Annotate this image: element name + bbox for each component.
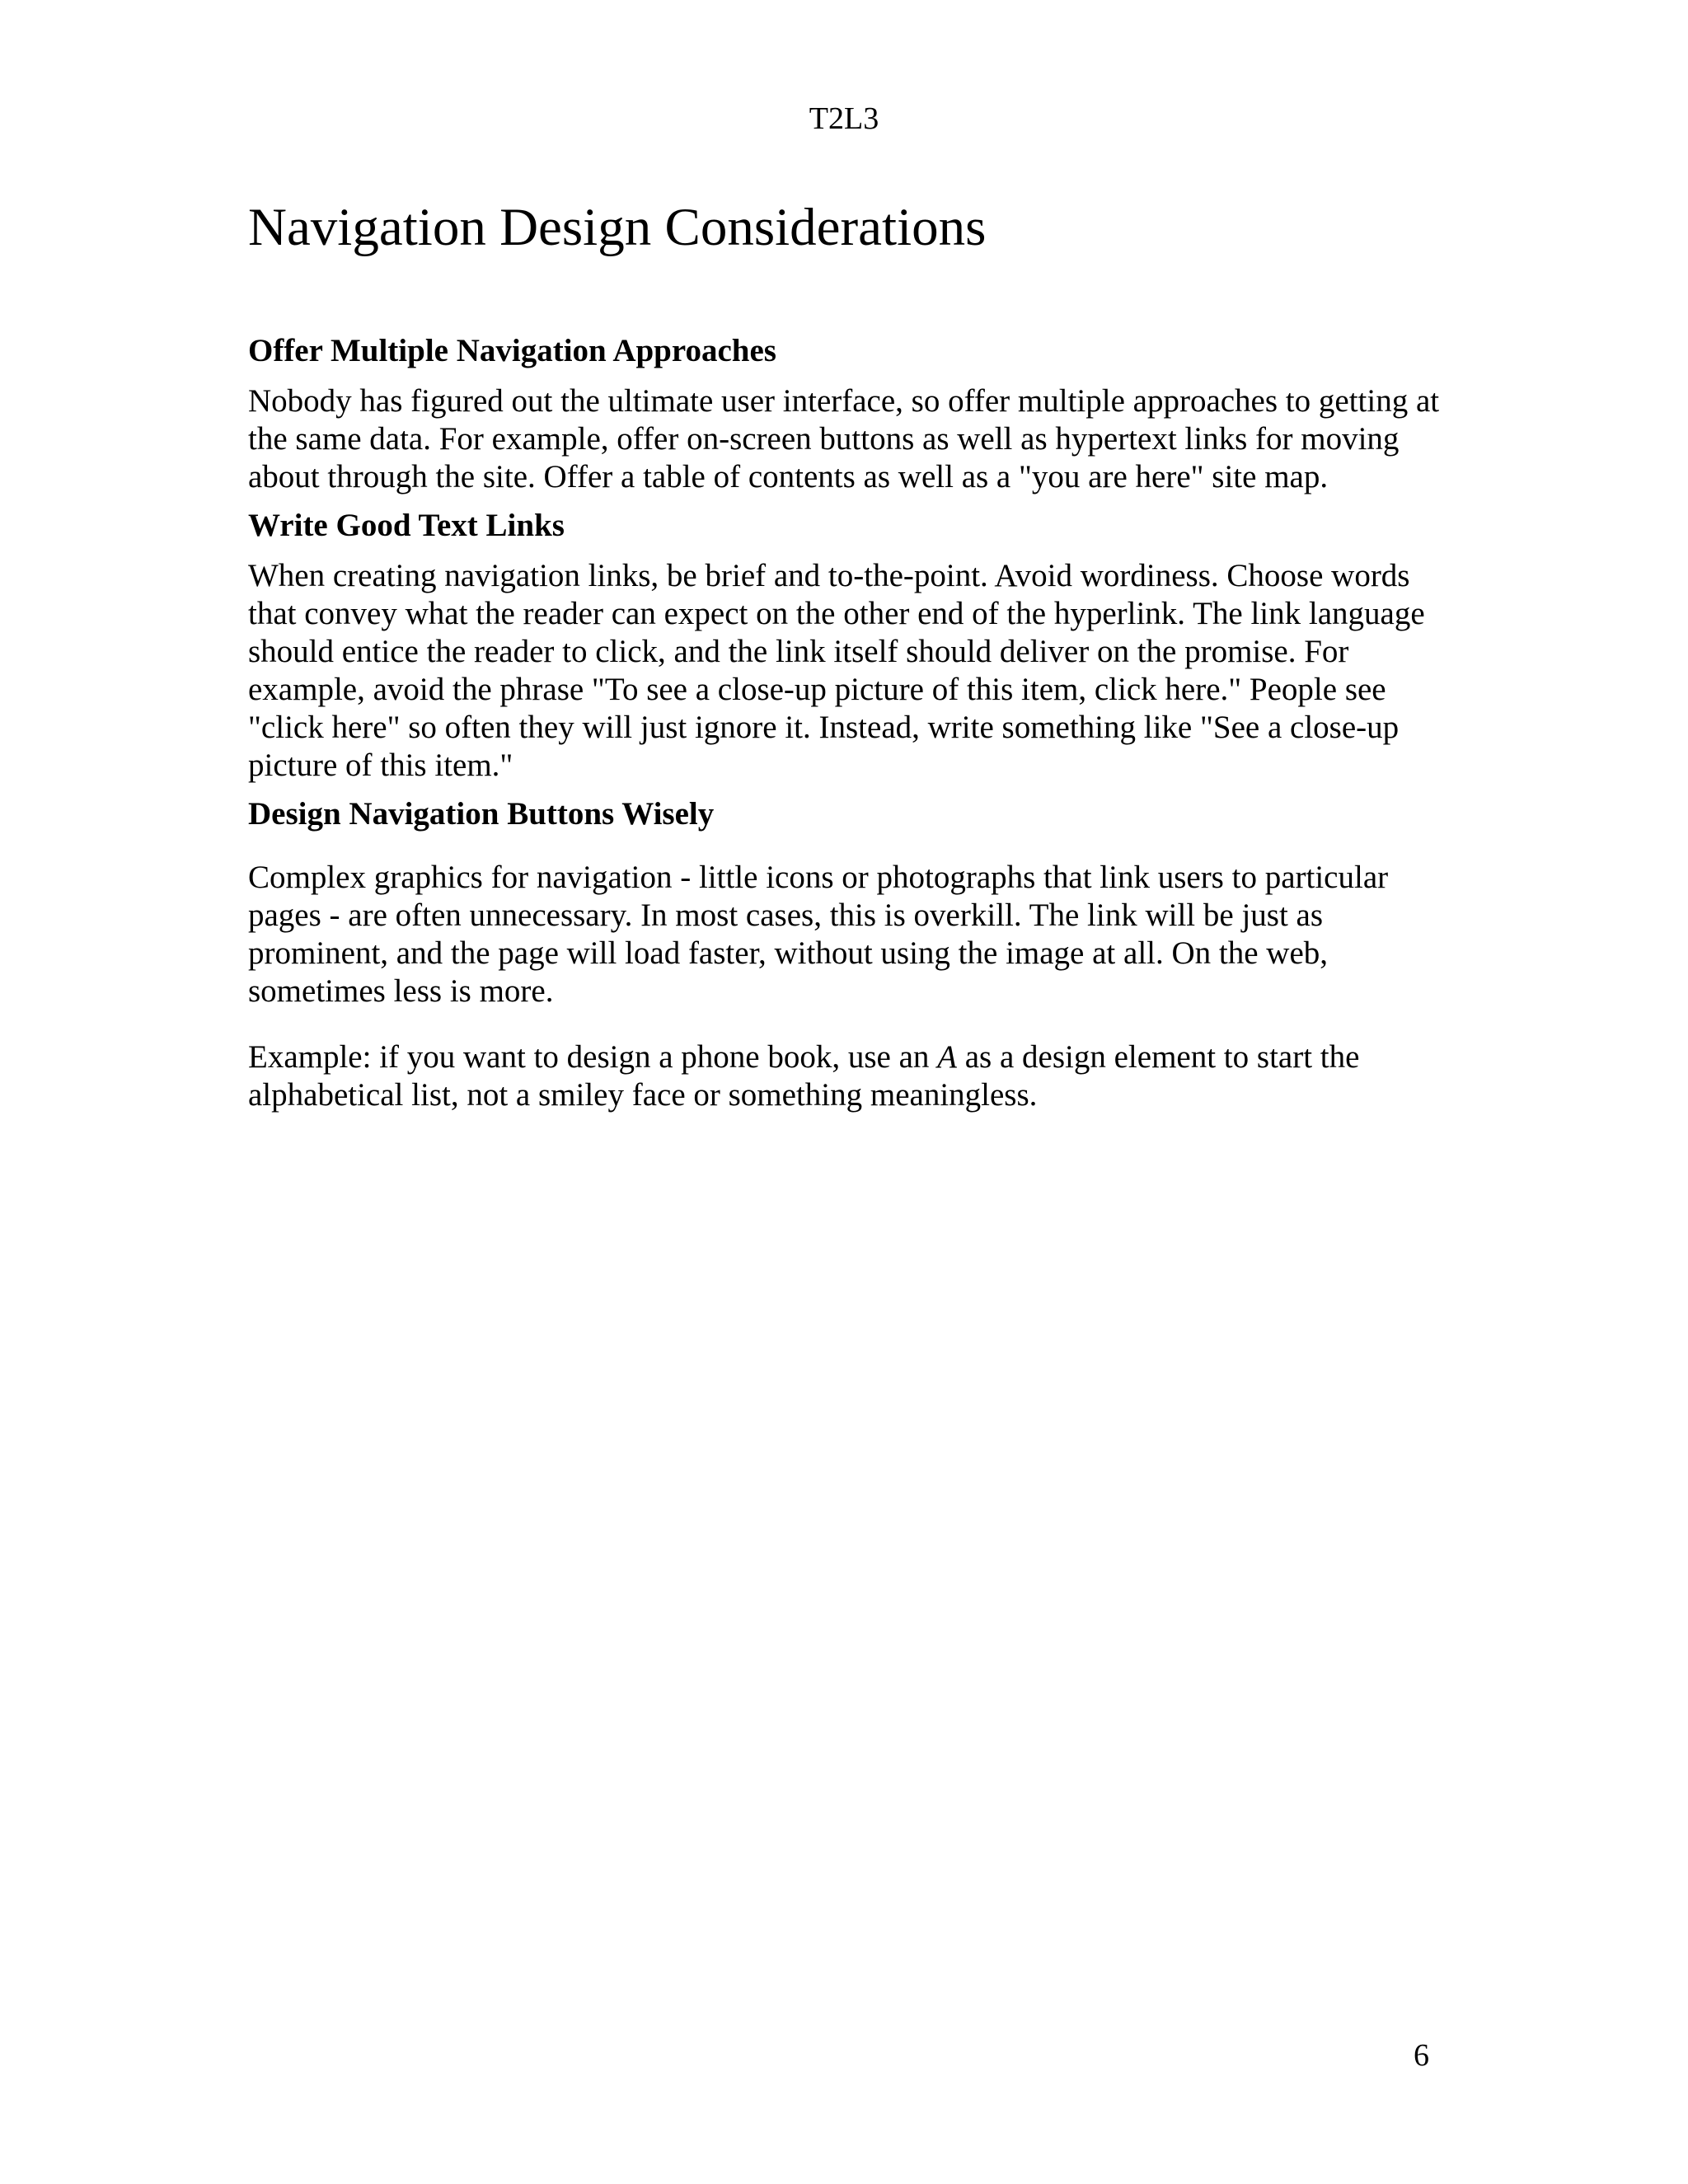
example-text-after: as a design element to start the alphabetical list, not a smiley face or something meaningless. bbox=[248, 1039, 1360, 1113]
example-paragraph bbox=[248, 1038, 1451, 1114]
section-heading-multiple-approaches: Offer Multiple Navigation Approaches bbox=[248, 333, 776, 368]
running-header: T2L3 bbox=[809, 101, 879, 136]
section-paragraph-navigation-buttons: Complex graphics for navigation - little icons or photographs that link users to particular pages - are often unnecessary. In most cases, this is overkill. The link will be just as prominent, and the page will load faster, without using the image at all. On the web, sometimes less is more. bbox=[248, 860, 1389, 1009]
example-italic-letter: A bbox=[937, 1039, 957, 1075]
document-body bbox=[248, 188, 1451, 1114]
page-number: 6 bbox=[1414, 2038, 1429, 2073]
section-paragraph-text-links: When creating navigation links, be brief and to-the-point. Avoid wordiness. Choose words that convey what the reader can expect on the other end of the hyperlink. The link language should entice the reader to click, and the link itself should deliver on the promise. For example, avoid the phrase "To see a close-up picture of this item, click here." People see "click here" so often they will just ignore it. Instead, write something like "See a close-up picture of this item." bbox=[248, 558, 1425, 783]
section-paragraph-multiple-approaches: Nobody has figured out the ultimate user interface, so offer multiple approaches to getting at the same data. For example, offer on-screen buttons as well as hypertext links for moving about through the site. Offer a table of contents as well as a "you are here" site map. bbox=[248, 383, 1440, 494]
page-title: Navigation Design Considerations bbox=[248, 198, 987, 257]
example-text-before: Example: if you want to design a phone book, use an bbox=[248, 1039, 938, 1075]
section-heading-text-links: Write Good Text Links bbox=[248, 508, 565, 543]
section-heading-navigation-buttons: Design Navigation Buttons Wisely bbox=[248, 796, 715, 832]
